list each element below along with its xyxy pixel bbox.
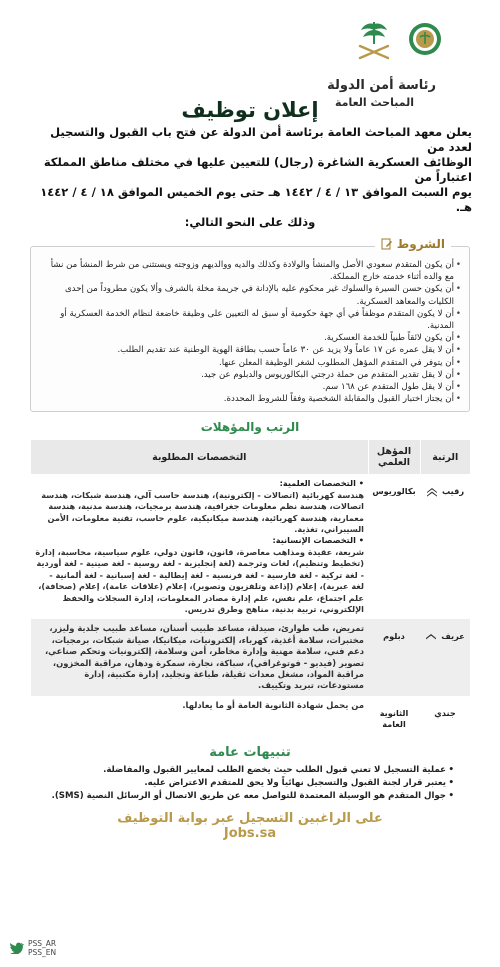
- spec-text: شريعة، عقيدة ومذاهب معاصرة، قانون، قانون دولي، علوم سياسية، محاسبة، إدارة (تخطيط وتنظيم)، لغات وترجمة (لغة إنجليزية - لغة روسية - لغة صينية - لغة أوردية - لغة تركية - لغة فارسية - لغة فرنسية - لغة إيطالية - لغة إسبانية - لغة ألمانية - لغة عبرية)، إعلام (إذاعة وتلفزيون وتصوير)، إعلام (علاقات عامة)، إعلام (صحافة)، علم اجتماع، علم نفس، علم إدارة مصادر المعلومات، إدارة السجلات والحفظ الإلكتروني، تربية بدنية، مناهج وطرق تدريس.: [35, 546, 364, 614]
- specializations-cell: [31, 619, 369, 695]
- conditions-title: الشروط: [396, 237, 445, 251]
- double-chevron-icon: [426, 487, 438, 497]
- spec-heading: • التخصصات العلمية:: [279, 478, 364, 489]
- intro-line: يعلن معهد المباحث العامة برئاسة أمن الدولة عن فتح باب القبول والتسجيل لعدد من: [50, 125, 472, 154]
- note-item: • جوال المتقدم هو الوسيلة المعتمدة للتواصل معه عن طريق الاتصال أو الرسائل النصية (SMS).: [46, 790, 454, 803]
- conditions-box: [30, 237, 470, 412]
- specializations-cell: [31, 696, 369, 735]
- spec-text: هندسة كهربائية (اتصالات - إلكترونية)، هندسة حاسب آلي، هندسة شبكات، هندسة اتصالات، هندسة نظم معلومات جغرافية، هندسة برمجيات، هندسة مدنية، هندسة معمارية، هندسة كهربائية، هندسة ميكانيكية، علوم حاسب، تقنية معلومات، الأمن السيبراني، تغذية.: [41, 489, 364, 535]
- intro-line: الوظائف العسكرية الشاغرة (رجال) للتعيين عليها في مختلف مناطق المملكة اعتباراً من: [43, 155, 472, 184]
- rank-label: رقيب: [441, 486, 465, 497]
- column-header-qualification: المؤهل العلمي: [368, 440, 420, 474]
- single-chevron-icon: [425, 632, 437, 642]
- twitter-handle-en[interactable]: PSS_EN: [28, 948, 57, 957]
- notes-list: [46, 764, 454, 803]
- condition-item: • أن يكون حسن السيرة والسلوك غير محكوم عليه بالإدانة في جريمة مخلة بالشرف وألا يكون مطروداً من إحدى الكليات والمعاهد العسكرية.: [39, 283, 461, 307]
- spec-text: من يحمل شهادة الثانوية العامة أو ما يعادلها.: [182, 699, 364, 710]
- intro-paragraph: [20, 125, 480, 230]
- twitter-handle-ar[interactable]: PSS_AR: [28, 939, 57, 948]
- ranks-section-title: الرتب والمؤهلات: [200, 420, 300, 435]
- rank-cell: [420, 474, 470, 619]
- column-header-rank: الرتبة: [420, 440, 470, 474]
- condition-item: • أن لا يقل تقدير المتقدم من حملة درجتي البكالوريوس والدبلوم عن جيد.: [39, 369, 461, 381]
- notes-title: تنبيهات عامة: [209, 744, 291, 760]
- table-header-row: [31, 440, 471, 474]
- twitter-bird-icon: [10, 942, 24, 954]
- spec-heading: • التخصصات الإنسانية:: [272, 535, 364, 546]
- condition-item: • أن لا يكون المتقدم موظفاً في أي جهة حكومية أو سبق له التعيين على وظيفة خاضعة لنظام الخدمة العسكرية أو المدنية.: [39, 308, 461, 332]
- conditions-list: [39, 259, 461, 405]
- qualification-cell: الثانوية العامة: [368, 696, 420, 735]
- qualification-cell: دبلوم: [368, 619, 420, 695]
- saudi-emblem-icon: [354, 18, 394, 64]
- ranks-table: [30, 440, 470, 734]
- condition-item: • أن لا يقل طول المتقدم عن ١٦٨ سم.: [39, 381, 461, 393]
- registration-call-to-action: على الراغبين التسجيل عبر بوابة التوظيف: [117, 810, 383, 826]
- page-title: إعلان توظيف: [181, 98, 319, 122]
- organization-subname: المباحث العامة: [334, 96, 414, 109]
- page-header: [20, 0, 480, 108]
- column-header-specializations: التخصصات المطلوبة: [31, 440, 369, 474]
- organization-logo: [314, 18, 454, 108]
- rank-label: عريف: [441, 631, 465, 642]
- condition-item: • أن لا يقل عمره عن ١٧ عاماً ولا يزيد عن ٣٠ عاماً حسب بطاقة الهوية الوطنية عند تقديم الطلب.: [39, 344, 461, 356]
- condition-item: • أن يكون المتقدم سعودي الأصل والمنشأ والولادة وكذلك والديه ووالديهم وزوجته ويستثنى من شرط المنشأ من نشأ مع والده أثناء خدمته خارج المملكة.: [39, 259, 461, 283]
- note-item: • عملية التسجيل لا تعني قبول الطلب حيث يخضع الطلب لمعايير القبول والمفاضلة.: [46, 764, 454, 777]
- note-item: • يعتبر قرار لجنة القبول والتسجيل نهائياً ولا يحق للمتقدم الاعتراض عليه.: [46, 777, 454, 790]
- spec-text: تمريض، طب طوارئ، صيدلة، مساعد طبيب أسنان، مساعد طبيب جلدية وليزر، مختبرات، سلامة أغذية، كهرباء، إلكترونيات، ميكانيكا، صيانة شبكات، برمجيات، دعم فني، سلامة مهنية وإدارة مخاطر، أمن وسلامة، إلكترونيات وتحكم صناعي، تصوير (فيديو - فوتوغرافي)، سباكة، نجارة، سمكرة ودهان، مراقبة المخزون، مراقبة المواد، مشغل معدات ثقيلة، طباعة وتجليد، إدارة مكتبية، إدارة مستودعات، تبريد وتكييف.: [45, 623, 364, 691]
- pencil-note-icon: [381, 238, 393, 250]
- conditions-heading: [375, 237, 451, 251]
- table-row: [31, 696, 471, 735]
- condition-item: • أن يتوفر في المتقدم المؤهل المطلوب لشغر الوظيفة المعلن عنها.: [39, 357, 461, 369]
- table-row: [31, 619, 471, 695]
- rank-cell: [420, 696, 470, 735]
- rank-label: جندي: [434, 707, 456, 718]
- jobs-portal-link[interactable]: Jobs.sa: [223, 825, 277, 841]
- qualification-cell: بكالوريوس: [368, 474, 420, 619]
- state-security-seal-icon: [408, 22, 442, 56]
- table-row: [31, 474, 471, 619]
- condition-item: • أن يكون لائقاً طبياً للخدمة العسكرية.: [39, 332, 461, 344]
- condition-item: • أن يجتاز اختبار القبول والمقابلة الشخصية وفقاً للشروط المحددة.: [39, 393, 461, 405]
- intro-line: وذلك على النحو التالي:: [184, 215, 316, 229]
- intro-line: يوم السبت الموافق ١٣ / ٤ / ١٤٤٢ هـ حتى يوم الخميس الموافق ١٨ / ٤ / ١٤٤٢ هـ.: [40, 185, 472, 214]
- specializations-cell: [31, 474, 369, 619]
- organization-name: رئاسة أمن الدولة: [327, 78, 436, 93]
- rank-cell: [420, 619, 470, 695]
- social-handles: [10, 939, 56, 957]
